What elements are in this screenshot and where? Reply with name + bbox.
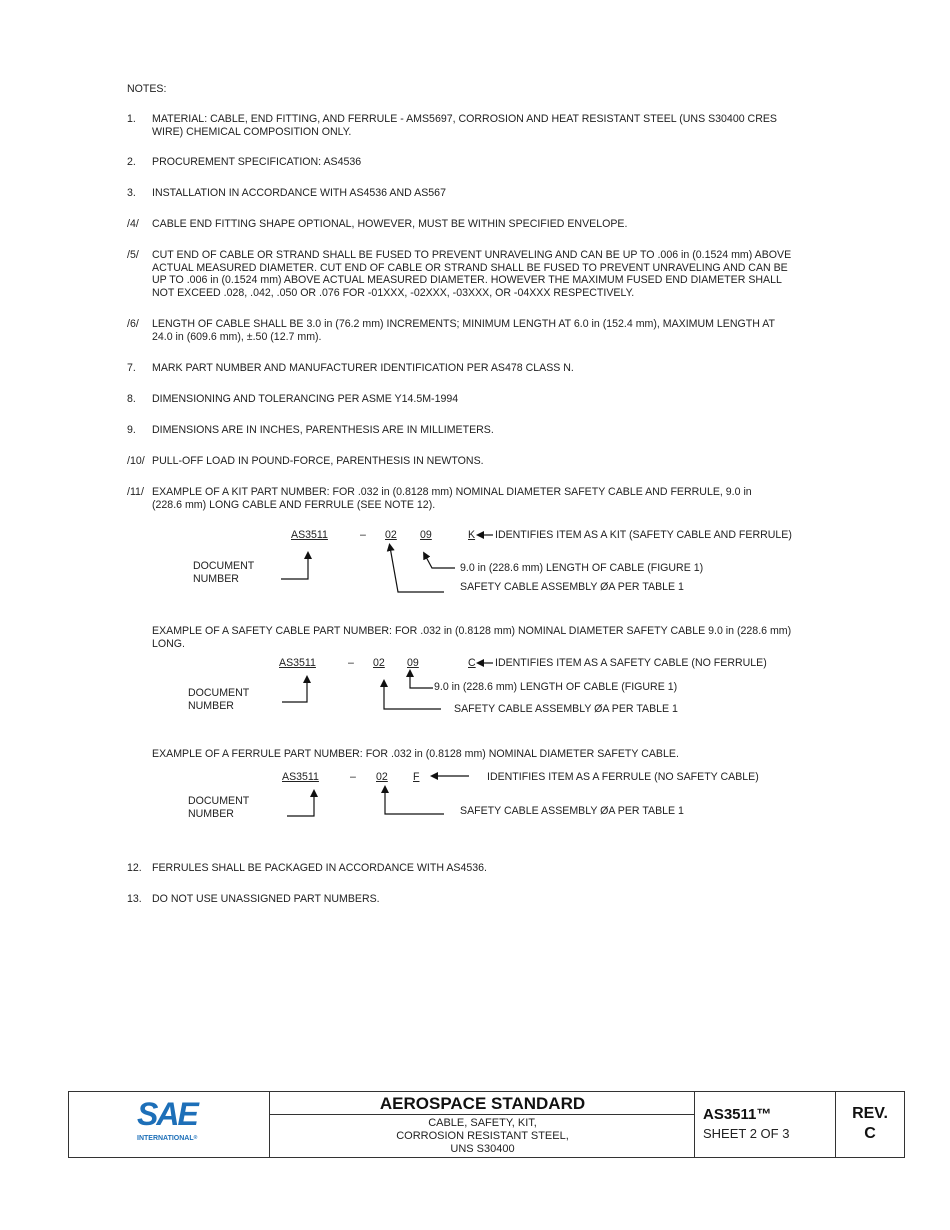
- note-number: 8.: [127, 393, 136, 405]
- kit-doc-label-2: NUMBER: [193, 573, 239, 585]
- rev-label: REV.: [852, 1105, 888, 1122]
- ferrule-assembly-label: SAFETY CABLE ASSEMBLY ØA PER TABLE 1: [460, 805, 684, 817]
- note-8-line-1: DIMENSIONING AND TOLERANCING PER ASME Y14.5M-1994: [152, 393, 459, 405]
- note-11-line-1: EXAMPLE OF A KIT PART NUMBER: FOR .032 in (0.8128 mm) NOMINAL DIAMETER SAFETY CABLE AND FERRULE, 9.0 in: [152, 486, 752, 498]
- cable-assembly-label: SAFETY CABLE ASSEMBLY ØA PER TABLE 1: [454, 703, 678, 715]
- standard-heading: AEROSPACE STANDARD: [379, 1094, 586, 1113]
- sheet-number: SHEET 2 OF 3: [703, 1126, 790, 1141]
- cable-intro-line-1: EXAMPLE OF A SAFETY CABLE PART NUMBER: FOR .032 in (0.8128 mm) NOMINAL DIAMETER SAFETY CABLE 9.0 in (228.6 mm): [152, 625, 792, 637]
- note-2-line-1: PROCUREMENT SPECIFICATION: AS4536: [152, 156, 362, 168]
- ferrule-doc-number: AS3511: [282, 771, 319, 783]
- ferrule-doc-label-1: DOCUMENT: [188, 795, 250, 807]
- ferrule-doc-arrow: [287, 793, 314, 816]
- cable-doc-arrow: [282, 679, 307, 702]
- note-number: 1.: [127, 113, 136, 125]
- cable-doc-label-1: DOCUMENT: [188, 687, 250, 699]
- cable-dash: –: [348, 657, 354, 669]
- ferrule-suffix: F: [413, 771, 420, 783]
- note-number: 12.: [127, 862, 142, 874]
- kit-length-label: 9.0 in (228.6 mm) LENGTH OF CABLE (FIGURE 1): [460, 562, 704, 574]
- doc-number-cell: [694, 1092, 836, 1157]
- cable-assembly-arrow: [384, 683, 441, 709]
- note-number: /4/: [127, 218, 139, 230]
- ferrule-intro: EXAMPLE OF A FERRULE PART NUMBER: FOR .032 in (0.8128 mm) NOMINAL DIAMETER SAFETY CABLE.: [152, 748, 679, 760]
- kit-assembly-arrow: [390, 547, 444, 592]
- ferrule-doc-label-2: NUMBER: [188, 808, 234, 820]
- note-6-line-1: LENGTH OF CABLE SHALL BE 3.0 in (76.2 mm) INCREMENTS; MINIMUM LENGTH AT 6.0 in (152.4 mm), MAXIMUM LENGTH AT: [152, 318, 775, 330]
- note-number: /5/: [127, 249, 139, 261]
- title-cell: [269, 1092, 695, 1157]
- sae-logo: [69, 1092, 269, 1157]
- kit-length-code: 09: [420, 529, 432, 541]
- kit-dash-number: 02: [385, 529, 397, 541]
- note-10-line-1: PULL-OFF LOAD IN POUND-FORCE, PARENTHESIS IN NEWTONS.: [152, 455, 484, 467]
- cable-length-arrow: [410, 673, 433, 688]
- note-5-line-1: CUT END OF CABLE OR STRAND SHALL BE FUSED TO PREVENT UNRAVELING AND CAN BE UP TO .006 in (0.1524 mm) ABOVE: [152, 249, 792, 261]
- note-number: 2.: [127, 156, 136, 168]
- note-3-line-1: INSTALLATION IN ACCORDANCE WITH AS4536 AND AS567: [152, 187, 446, 199]
- title-line-2: CORROSION RESISTANT STEEL,: [396, 1130, 569, 1142]
- cable-dash-number: 02: [373, 657, 385, 669]
- kit-suffix-label: IDENTIFIES ITEM AS A KIT (SAFETY CABLE AND FERRULE): [495, 529, 792, 541]
- note-number: 3.: [127, 187, 136, 199]
- note-6-line-2: 24.0 in (609.6 mm), ±.50 (12.7 mm).: [152, 330, 322, 343]
- ferrule-dash-number: 02: [376, 771, 388, 783]
- kit-doc-arrow: [281, 555, 308, 579]
- cable-suffix-label: IDENTIFIES ITEM AS A SAFETY CABLE (NO FERRULE): [495, 657, 767, 669]
- notes-heading: NOTES:: [127, 83, 167, 95]
- title-line-1: CABLE, SAFETY, KIT,: [428, 1117, 537, 1129]
- note-4-line-1: CABLE END FITTING SHAPE OPTIONAL, HOWEVER, MUST BE WITHIN SPECIFIED ENVELOPE.: [152, 218, 628, 230]
- note-number: /10/: [127, 455, 145, 467]
- sae-logo-mark: ®: [193, 1135, 198, 1141]
- sae-logo-text: SAE: [137, 1096, 197, 1132]
- ferrule-assembly-arrow: [385, 789, 444, 814]
- cable-suffix: C: [468, 657, 476, 669]
- kit-dash: –: [360, 529, 366, 541]
- ferrule-dash: –: [350, 771, 356, 783]
- note-5-line-3: UP TO .006 in (0.1524 mm) ABOVE ACTUAL MEASURED DIAMETER. HOWEVER THE MAXIMUM FUSED END DIAMETER SHALL: [152, 274, 782, 286]
- doc-number: AS3511™: [703, 1106, 772, 1123]
- kit-assembly-label: SAFETY CABLE ASSEMBLY ØA PER TABLE 1: [460, 581, 684, 593]
- rev-cell: [835, 1092, 904, 1157]
- note-12-line-1: FERRULES SHALL BE PACKAGED IN ACCORDANCE WITH AS4536.: [152, 862, 487, 874]
- note-number: 13.: [127, 893, 142, 905]
- sae-logo-sub: INTERNATIONAL: [137, 1135, 194, 1142]
- note-1-line-1: MATERIAL: CABLE, END FITTING, AND FERRULE - AMS5697, CORROSION AND HEAT RESISTANT STEEL (UNS S30400 CRES: [152, 113, 777, 125]
- kit-suffix: K: [468, 529, 476, 541]
- cable-doc-label-2: NUMBER: [188, 700, 234, 712]
- note-9-line-1: DIMENSIONS ARE IN INCHES, PARENTHESIS ARE IN MILLIMETERS.: [152, 424, 494, 436]
- note-1-line-2: WIRE) CHEMICAL COMPOSITION ONLY.: [152, 125, 352, 138]
- title-line-3: UNS S30400: [450, 1143, 515, 1155]
- ferrule-suffix-label: IDENTIFIES ITEM AS A FERRULE (NO SAFETY CABLE): [487, 771, 759, 783]
- kit-length-arrow: [425, 555, 455, 568]
- note-number: 9.: [127, 424, 136, 436]
- note-5-line-4: NOT EXCEED .028, .042, .050 OR .076 FOR -01XXX, -02XXX, -03XXX, OR -04XXX RESPECTIVELY.: [152, 286, 635, 299]
- cable-length-code: 09: [407, 657, 419, 669]
- note-number: 7.: [127, 362, 136, 374]
- cable-length-label: 9.0 in (228.6 mm) LENGTH OF CABLE (FIGURE 1): [434, 681, 678, 693]
- note-7-line-1: MARK PART NUMBER AND MANUFACTURER IDENTIFICATION PER AS478 CLASS N.: [152, 362, 574, 374]
- note-5-line-2: ACTUAL MEASURED DIAMETER. CUT END OF CABLE OR STRAND SHALL BE FUSED TO PREVENT UNRAVELING AND CAN BE: [152, 261, 788, 274]
- kit-doc-number: AS3511: [291, 529, 328, 541]
- cable-doc-number: AS3511: [279, 657, 316, 669]
- cable-intro-line-2: LONG.: [152, 637, 185, 650]
- title-block: [68, 1091, 905, 1158]
- kit-doc-label-1: DOCUMENT: [193, 560, 255, 572]
- note-number: /11/: [127, 486, 144, 498]
- note-13-line-1: DO NOT USE UNASSIGNED PART NUMBERS.: [152, 893, 380, 905]
- rev-value: C: [864, 1125, 876, 1142]
- note-number: /6/: [127, 318, 139, 330]
- note-11-line-2: (228.6 mm) LONG CABLE AND FERRULE (SEE NOTE 12).: [152, 498, 436, 511]
